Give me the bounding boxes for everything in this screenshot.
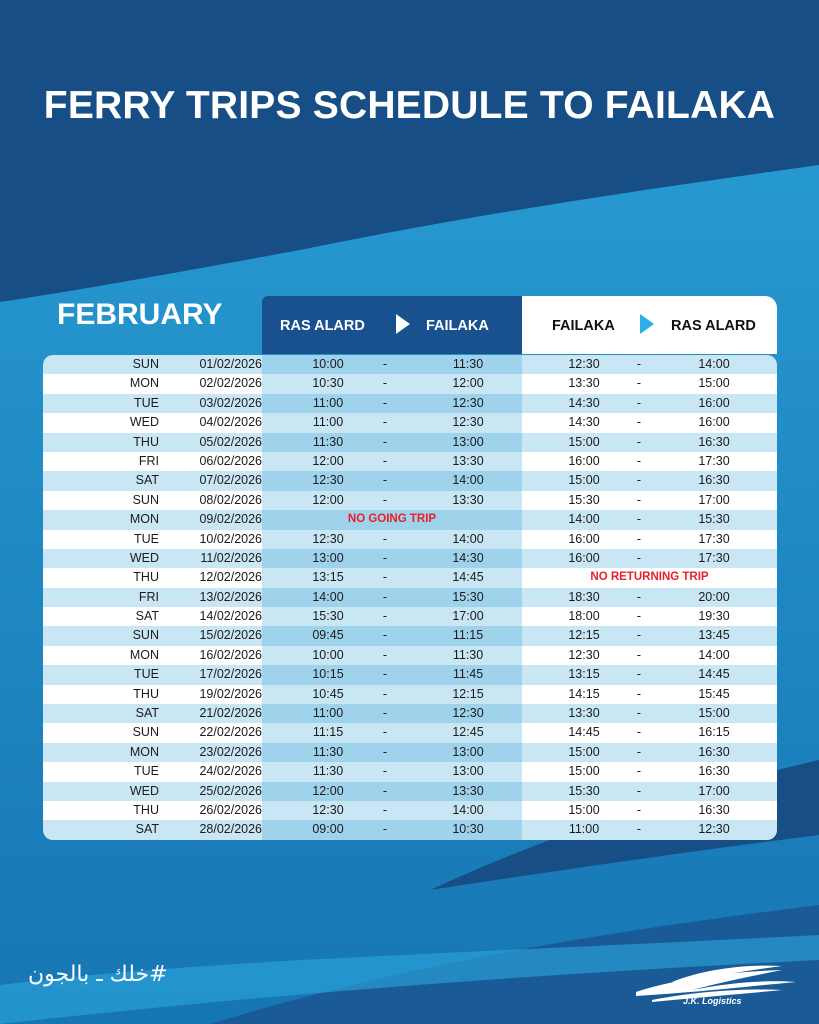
going-cell — [262, 782, 522, 801]
going-departure: 11:30 — [312, 744, 344, 759]
going-arrival: 14:00 — [452, 802, 484, 817]
return-departure: 16:00 — [568, 531, 600, 546]
separator: - — [382, 744, 388, 759]
return-arrival: 16:30 — [698, 473, 730, 488]
day-cell: THU — [133, 686, 159, 701]
separator: - — [382, 686, 388, 701]
date-cell: 13/02/2026 — [199, 589, 262, 604]
day-cell: SUN — [132, 357, 159, 371]
date-cell: 22/02/2026 — [199, 725, 262, 740]
separator: - — [382, 725, 388, 740]
schedule-table — [43, 355, 777, 840]
separator: - — [636, 589, 642, 604]
separator: - — [382, 376, 388, 391]
return-departure: 14:30 — [568, 395, 600, 410]
date-cell: 03/02/2026 — [199, 395, 262, 410]
table-row — [43, 452, 777, 471]
going-arrival: 12:00 — [452, 376, 484, 391]
date-cell: 19/02/2026 — [199, 686, 262, 701]
day-cell: MON — [129, 647, 159, 662]
going-departure: 14:00 — [312, 589, 344, 604]
going-arrival: 11:15 — [452, 628, 484, 643]
date-cell: 08/02/2026 — [199, 492, 262, 507]
table-row — [43, 665, 777, 684]
day-cell: MON — [129, 512, 159, 527]
date-cell: 05/02/2026 — [199, 434, 262, 449]
return-arrival: 14:00 — [698, 357, 730, 371]
return-cell — [522, 820, 777, 839]
return-departure: 18:30 — [568, 589, 600, 604]
no-returning-trip-note: NO RETURNING TRIP — [590, 571, 709, 584]
going-cell — [262, 568, 522, 587]
return-departure: 14:00 — [568, 512, 600, 527]
going-arrival: 11:30 — [452, 647, 484, 662]
table-row — [43, 413, 777, 432]
separator: - — [636, 725, 642, 740]
separator: - — [382, 802, 388, 817]
date-cell: 25/02/2026 — [199, 783, 262, 798]
separator: - — [382, 667, 388, 682]
return-departure: 12:15 — [568, 628, 600, 643]
table-row — [43, 685, 777, 704]
table-row — [43, 762, 777, 781]
separator: - — [636, 492, 642, 507]
return-cell — [522, 568, 777, 587]
separator: - — [636, 744, 642, 759]
table-row — [43, 646, 777, 665]
return-cell — [522, 626, 777, 645]
table-row — [43, 433, 777, 452]
going-arrival: 13:00 — [452, 764, 484, 779]
going-cell — [262, 665, 522, 684]
table-row — [43, 568, 777, 587]
return-departure: 16:00 — [568, 550, 600, 565]
going-departure: 12:30 — [312, 531, 344, 546]
arrow-right-icon — [640, 314, 654, 334]
day-cell: TUE — [134, 667, 159, 682]
return-arrival: 16:15 — [698, 725, 730, 740]
return-departure: 16:00 — [568, 453, 600, 468]
return-departure: 15:30 — [568, 783, 600, 798]
table-row — [43, 743, 777, 762]
date-cell: 07/02/2026 — [199, 473, 262, 488]
day-cell: SAT — [135, 609, 159, 624]
table-row — [43, 471, 777, 490]
day-cell: TUE — [134, 531, 159, 546]
date-cell: 17/02/2026 — [199, 667, 262, 682]
return-arrival: 14:00 — [698, 647, 730, 662]
return-cell — [522, 607, 777, 626]
date-cell: 06/02/2026 — [199, 453, 262, 468]
going-departure: 11:00 — [312, 395, 344, 410]
day-cell: WED — [129, 415, 159, 430]
separator: - — [636, 415, 642, 430]
separator: - — [382, 357, 388, 371]
separator: - — [382, 550, 388, 565]
return-cell — [522, 433, 777, 452]
going-departure: 12:30 — [312, 802, 344, 817]
going-departure: 12:00 — [312, 453, 344, 468]
date-cell: 12/02/2026 — [199, 570, 262, 585]
table-row — [43, 374, 777, 393]
return-cell — [522, 782, 777, 801]
going-departure: 10:00 — [312, 647, 344, 662]
return-arrival: 15:30 — [698, 512, 730, 527]
going-cell — [262, 510, 522, 529]
going-cell — [262, 549, 522, 568]
day-cell: WED — [129, 550, 159, 565]
return-arrival: 15:00 — [698, 376, 730, 391]
return-cell — [522, 743, 777, 762]
separator: - — [382, 628, 388, 643]
separator: - — [636, 550, 642, 565]
going-departure: 11:30 — [312, 764, 344, 779]
going-arrival: 11:45 — [452, 667, 484, 682]
day-cell: MON — [129, 744, 159, 759]
return-arrival: 14:45 — [698, 667, 730, 682]
day-cell: TUE — [134, 395, 159, 410]
date-cell: 14/02/2026 — [199, 609, 262, 624]
day-cell: SUN — [132, 492, 159, 507]
date-cell: 21/02/2026 — [199, 706, 262, 721]
return-departure: 15:00 — [568, 764, 600, 779]
day-cell: FRI — [138, 453, 159, 468]
table-row — [43, 626, 777, 645]
return-departure: 15:00 — [568, 473, 600, 488]
going-departure: 11:30 — [312, 434, 344, 449]
going-cell — [262, 355, 522, 374]
return-arrival: 19:30 — [698, 609, 730, 624]
day-cell: SAT — [135, 473, 159, 488]
date-cell: 26/02/2026 — [199, 802, 262, 817]
return-departure: 13:15 — [568, 667, 600, 682]
return-cell — [522, 762, 777, 781]
separator: - — [636, 395, 642, 410]
separator: - — [382, 764, 388, 779]
date-cell: 16/02/2026 — [199, 647, 262, 662]
return-arrival: 17:30 — [698, 531, 730, 546]
return-cell — [522, 646, 777, 665]
day-cell: THU — [133, 434, 159, 449]
going-cell — [262, 801, 522, 820]
going-departure: 10:45 — [312, 686, 344, 701]
going-departure: 13:00 — [312, 550, 344, 565]
going-cell — [262, 491, 522, 510]
separator: - — [382, 531, 388, 546]
return-cell — [522, 530, 777, 549]
separator: - — [382, 492, 388, 507]
separator: - — [636, 609, 642, 624]
return-arrival: 17:00 — [698, 492, 730, 507]
going-arrival: 14:45 — [452, 570, 484, 585]
return-header — [522, 296, 777, 354]
going-cell — [262, 607, 522, 626]
going-cell — [262, 820, 522, 839]
separator: - — [636, 647, 642, 662]
month-label: FEBRUARY — [57, 298, 223, 331]
return-arrival: 12:30 — [698, 822, 730, 837]
return-arrival: 16:00 — [698, 395, 730, 410]
return-arrival: 16:30 — [698, 764, 730, 779]
return-arrival: 15:45 — [698, 686, 730, 701]
separator: - — [382, 570, 388, 585]
return-cell — [522, 549, 777, 568]
going-arrival: 14:30 — [452, 550, 484, 565]
date-cell: 11/02/2026 — [200, 550, 262, 565]
day-cell: TUE — [134, 764, 159, 779]
return-cell — [522, 704, 777, 723]
going-cell — [262, 588, 522, 607]
separator: - — [382, 473, 388, 488]
going-cell — [262, 530, 522, 549]
table-row — [43, 607, 777, 626]
going-departure: 11:00 — [312, 415, 344, 430]
going-cell — [262, 394, 522, 413]
day-cell: THU — [133, 802, 159, 817]
going-cell — [262, 626, 522, 645]
going-arrival: 10:30 — [452, 822, 484, 837]
separator: - — [382, 783, 388, 798]
separator: - — [382, 609, 388, 624]
separator: - — [636, 628, 642, 643]
going-cell — [262, 743, 522, 762]
separator: - — [636, 783, 642, 798]
going-arrival: 12:30 — [452, 706, 484, 721]
day-cell: FRI — [138, 589, 159, 604]
separator: - — [382, 415, 388, 430]
return-to-label: RAS ALARD — [671, 318, 756, 334]
going-header — [262, 296, 522, 354]
going-arrival: 14:00 — [452, 531, 484, 546]
return-cell — [522, 452, 777, 471]
separator: - — [382, 706, 388, 721]
date-cell: 04/02/2026 — [199, 415, 262, 430]
return-cell — [522, 491, 777, 510]
return-departure: 12:30 — [568, 357, 600, 371]
return-arrival: 15:00 — [698, 706, 730, 721]
going-arrival: 13:30 — [452, 492, 484, 507]
going-departure: 10:15 — [312, 667, 344, 682]
going-departure: 11:15 — [312, 725, 344, 740]
going-cell — [262, 452, 522, 471]
separator: - — [636, 376, 642, 391]
table-row — [43, 355, 777, 374]
table-row — [43, 394, 777, 413]
page-title: FERRY TRIPS SCHEDULE TO FAILAKA — [43, 84, 776, 127]
table-row — [43, 588, 777, 607]
day-cell: THU — [133, 570, 159, 585]
going-arrival: 12:30 — [452, 415, 484, 430]
day-cell: SUN — [132, 628, 159, 643]
going-cell — [262, 471, 522, 490]
going-departure: 12:00 — [312, 783, 344, 798]
separator: - — [636, 802, 642, 817]
going-from-label: RAS ALARD — [280, 318, 365, 334]
date-cell: 10/02/2026 — [199, 531, 262, 546]
date-cell: 15/02/2026 — [199, 628, 262, 643]
return-arrival: 16:00 — [698, 415, 730, 430]
going-departure: 11:00 — [312, 706, 344, 721]
going-cell — [262, 374, 522, 393]
going-arrival: 13:00 — [452, 434, 484, 449]
return-cell — [522, 665, 777, 684]
return-arrival: 16:30 — [698, 434, 730, 449]
return-departure: 18:00 — [568, 609, 600, 624]
date-cell: 09/02/2026 — [199, 512, 262, 527]
going-cell — [262, 685, 522, 704]
date-cell: 24/02/2026 — [199, 764, 262, 779]
table-row — [43, 491, 777, 510]
separator: - — [636, 512, 642, 527]
day-cell: SUN — [132, 725, 159, 740]
going-departure: 09:45 — [312, 628, 344, 643]
separator: - — [382, 647, 388, 662]
going-departure: 10:30 — [312, 376, 344, 391]
return-departure: 11:00 — [568, 822, 600, 837]
return-arrival: 17:00 — [698, 783, 730, 798]
separator: - — [382, 434, 388, 449]
return-departure: 12:30 — [568, 647, 600, 662]
going-departure: 12:00 — [312, 492, 344, 507]
separator: - — [636, 706, 642, 721]
separator: - — [636, 357, 642, 371]
separator: - — [636, 473, 642, 488]
return-departure: 14:45 — [568, 725, 600, 740]
going-arrival: 15:30 — [452, 589, 484, 604]
return-departure: 15:00 — [568, 434, 600, 449]
return-arrival: 17:30 — [698, 550, 730, 565]
separator: - — [636, 531, 642, 546]
return-departure: 15:00 — [568, 802, 600, 817]
table-row — [43, 801, 777, 820]
going-arrival: 14:00 — [452, 473, 484, 488]
return-cell — [522, 510, 777, 529]
return-cell — [522, 685, 777, 704]
going-cell — [262, 762, 522, 781]
separator: - — [636, 434, 642, 449]
going-departure: 13:15 — [312, 570, 344, 585]
separator: - — [382, 822, 388, 837]
table-row — [43, 782, 777, 801]
going-arrival: 13:00 — [452, 744, 484, 759]
day-cell: SAT — [135, 822, 159, 837]
date-cell: 01/02/2026 — [199, 357, 262, 371]
going-arrival: 12:15 — [452, 686, 484, 701]
date-cell: 02/02/2026 — [199, 376, 262, 391]
going-cell — [262, 723, 522, 742]
table-row — [43, 510, 777, 529]
table-row — [43, 549, 777, 568]
day-cell: SAT — [135, 706, 159, 721]
table-row — [43, 723, 777, 742]
return-arrival: 17:30 — [698, 453, 730, 468]
return-departure: 15:00 — [568, 744, 600, 759]
return-departure: 15:30 — [568, 492, 600, 507]
going-to-label: FAILAKA — [426, 318, 489, 334]
return-cell — [522, 355, 777, 374]
return-cell — [522, 588, 777, 607]
going-arrival: 13:30 — [452, 453, 484, 468]
going-departure: 12:30 — [312, 473, 344, 488]
separator: - — [382, 395, 388, 410]
separator: - — [636, 667, 642, 682]
logo-text: J.K. Logistics — [683, 996, 742, 1006]
going-arrival: 11:30 — [452, 357, 484, 371]
return-cell — [522, 801, 777, 820]
return-arrival: 16:30 — [698, 802, 730, 817]
table-row — [43, 530, 777, 549]
separator: - — [382, 589, 388, 604]
return-departure: 13:30 — [568, 706, 600, 721]
separator: - — [636, 822, 642, 837]
return-from-label: FAILAKA — [552, 318, 615, 334]
return-departure: 14:30 — [568, 415, 600, 430]
hashtag: #خلك ـ بالجون — [28, 962, 168, 987]
arrow-right-icon — [396, 314, 410, 334]
return-cell — [522, 394, 777, 413]
table-row — [43, 820, 777, 839]
return-arrival: 16:30 — [698, 744, 730, 759]
going-arrival: 17:00 — [452, 609, 484, 624]
going-cell — [262, 704, 522, 723]
separator: - — [636, 686, 642, 701]
return-arrival: 13:45 — [698, 628, 730, 643]
return-cell — [522, 723, 777, 742]
going-departure: 10:00 — [312, 357, 344, 371]
going-departure: 09:00 — [312, 822, 344, 837]
return-departure: 14:15 — [568, 686, 600, 701]
return-cell — [522, 471, 777, 490]
day-cell: MON — [129, 376, 159, 391]
table-row — [43, 704, 777, 723]
going-arrival: 12:30 — [452, 395, 484, 410]
going-cell — [262, 646, 522, 665]
going-cell — [262, 433, 522, 452]
return-cell — [522, 374, 777, 393]
going-departure: 15:30 — [312, 609, 344, 624]
separator: - — [636, 764, 642, 779]
separator: - — [636, 453, 642, 468]
separator: - — [382, 453, 388, 468]
going-arrival: 12:45 — [452, 725, 484, 740]
date-cell: 23/02/2026 — [199, 744, 262, 759]
day-cell: WED — [129, 783, 159, 798]
return-departure: 13:30 — [568, 376, 600, 391]
no-going-trip-note: NO GOING TRIP — [347, 513, 437, 526]
going-cell — [262, 413, 522, 432]
return-cell — [522, 413, 777, 432]
going-arrival: 13:30 — [452, 783, 484, 798]
date-cell: 28/02/2026 — [199, 822, 262, 837]
return-arrival: 20:00 — [698, 589, 730, 604]
